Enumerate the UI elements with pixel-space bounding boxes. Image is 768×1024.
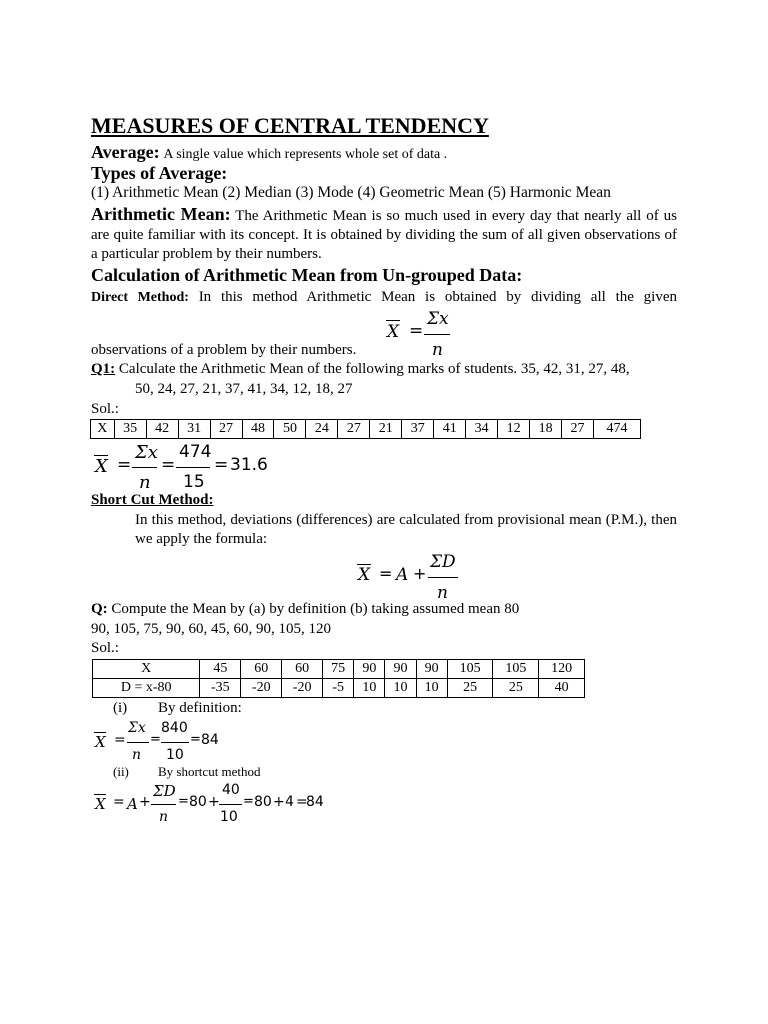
q1-calc-result: 31.6 (230, 455, 268, 475)
q2-table-cell: 90 (385, 660, 416, 679)
q1-calc-eq2: = (161, 455, 176, 475)
q1-table-cell: 31 (178, 420, 210, 439)
calc2-eq1: = (113, 794, 125, 810)
q1-table-row (91, 420, 641, 439)
q1-table-cell: 18 (530, 420, 562, 439)
q2-table-cell: 10 (354, 679, 385, 698)
q1-calc-den2: 15 (183, 472, 205, 492)
arithmetic-mean-heading: Arithmetic Mean: (91, 204, 231, 224)
q2-table-cell: 90 (354, 660, 385, 679)
q1-calc-den1: n (139, 472, 151, 493)
shortcut-fraction-line (428, 577, 458, 578)
shortcut-eq: = (379, 564, 393, 583)
shortcut-numerator: ΣD (430, 552, 456, 572)
q1-calc-num1: Σx (135, 442, 158, 463)
q1-table-cell: 42 (146, 420, 178, 439)
calc1-eq3: = (190, 732, 201, 747)
formula-denominator: n (432, 340, 443, 360)
q2-label: Q: (91, 601, 108, 617)
calc2-v1: 80 (189, 794, 207, 810)
shortcut-lhs: X (358, 565, 371, 585)
calc2-eq3: = (243, 794, 254, 809)
q1-label: Q1: (91, 361, 116, 377)
formula-lhs: X (387, 322, 400, 342)
calc2-eq4: = (296, 794, 308, 810)
calc2-plus1: + (139, 794, 151, 810)
q1-table-cell: 37 (402, 420, 434, 439)
q2-table-cell: -20 (241, 679, 282, 698)
calc2-frac2 (219, 804, 242, 805)
q1-calc-frac1 (132, 467, 157, 468)
part1-label: By definition: (158, 700, 242, 716)
q1-table-cell: 35 (114, 420, 146, 439)
q1-table-cell: 41 (434, 420, 466, 439)
q2-table-cell: -5 (323, 679, 354, 698)
types-heading: Types of Average: (91, 163, 228, 183)
xbar-overline (386, 320, 400, 321)
q2-sol: Sol.: (91, 640, 119, 656)
q1-table-cell: 27 (210, 420, 242, 439)
q2-table-cell: 90 (416, 660, 447, 679)
q1-text: Calculate the Arithmetic Mean of the following marks of students. 35, 42, 31, 27, 48, (118, 361, 630, 377)
calc1-den2: 10 (166, 747, 184, 763)
q2-table-header-cell: D = x-80 (93, 679, 200, 698)
average-text: A single value which represents whole set of data . (163, 147, 448, 162)
ungrouped-heading: Calculation of Arithmetic Mean from Un-grouped Data: (91, 265, 523, 285)
q1-table-header-cell: X (91, 420, 115, 439)
calc1-eq2: = (150, 732, 161, 747)
part1-number: (i) (113, 700, 128, 716)
q2-table-header-cell: X (93, 660, 200, 679)
q1-calc-frac2 (176, 467, 210, 468)
q1-table-cell: 27 (562, 420, 594, 439)
arithmetic-mean-paragraph (91, 205, 677, 264)
q1-table-cell: 27 (338, 420, 370, 439)
q2-table-cell: 105 (447, 660, 493, 679)
page-title: MEASURES OF CENTRAL TENDENCY (91, 113, 489, 138)
q2-table-cell: 45 (200, 660, 241, 679)
part2-label: By shortcut method (158, 764, 261, 779)
q2-table-cell: 75 (323, 660, 354, 679)
shortcut-denominator: n (437, 583, 448, 603)
q1-calc-eq3: = (214, 455, 229, 475)
q2-table-cell: -35 (200, 679, 241, 698)
formula-numerator: Σx (427, 309, 449, 329)
calc2-v2: 80 (254, 794, 272, 810)
shortcut-plus: + (413, 564, 427, 583)
shortcut-text: In this method, deviations (differences) are calculated from provisional mean (P.M.), then we apply the formula: (135, 512, 677, 547)
q2-table-cell: 60 (241, 660, 282, 679)
q1-table-cell: 12 (498, 420, 530, 439)
q1-calc-lhs: X (95, 456, 108, 477)
calc2-den1: n (159, 809, 169, 825)
q2-table-cell: 105 (493, 660, 539, 679)
calc1-eq1: = (114, 732, 126, 748)
q1-table-cell: 50 (274, 420, 306, 439)
calc2-num1: ΣD (153, 782, 176, 800)
shortcut-heading: Short Cut Method: (91, 492, 214, 508)
q1-table-cell: 48 (242, 420, 274, 439)
types-list: (1) Arithmetic Mean (2) Median (3) Mode (4) Geometric Mean (5) Harmonic Mean (91, 184, 611, 201)
q1-table-cell: 24 (306, 420, 338, 439)
q1-calc-num2: 474 (179, 442, 212, 462)
q2-line (91, 601, 519, 618)
calc2-eq2: = (178, 794, 189, 809)
q2-table-cell: 25 (447, 679, 493, 698)
direct-method-text-2: observations of a problem by their numbers. (91, 342, 357, 358)
calc2-num2: 40 (222, 782, 240, 798)
q2-table-cell: -20 (282, 679, 323, 698)
direct-method-text: In this method Arithmetic Mean is obtained by dividing all the given (198, 289, 677, 305)
formula-fraction-line (424, 334, 450, 335)
calc1-result: 84 (201, 732, 219, 748)
q2-table-cell: 10 (385, 679, 416, 698)
q1-table-cell: 21 (370, 420, 402, 439)
average-heading: Average: (91, 142, 160, 162)
q1-line (91, 361, 630, 378)
q2-table-row-d (93, 679, 585, 698)
calc2-plus2: + (208, 794, 220, 810)
q1-table-cell: 474 (594, 420, 641, 439)
q2-table-cell: 25 (493, 679, 539, 698)
calc2-den2: 10 (220, 809, 238, 825)
direct-method-label: Direct Method: (91, 290, 189, 305)
q1-text-2: 50, 24, 27, 21, 37, 41, 34, 12, 18, 27 (135, 381, 353, 397)
average-line (91, 142, 447, 163)
q2-text: Compute the Mean by (a) by definition (b) taking assumed mean 80 (111, 601, 520, 617)
q1-sol: Sol.: (91, 401, 119, 417)
q1-table-cell: 34 (466, 420, 498, 439)
q1-calc-eq1: = (117, 455, 132, 475)
shortcut-a: A (396, 565, 409, 585)
q2-table-row-x (93, 660, 585, 679)
arithmetic-mean-text: The Arithmetic Mean is so much used in every day that nearly all of us are quite familiar with its concept. It is obtained by dividing the sum of all given observations of a particular problem by their numbers. (91, 208, 677, 262)
calc1-frac1 (127, 742, 149, 743)
q2-table-cell: 10 (416, 679, 447, 698)
calc1-num2: 840 (161, 720, 188, 736)
calc2-v3: 4 (285, 794, 294, 810)
q2-values: 90, 105, 75, 90, 60, 45, 60, 90, 105, 120 (91, 621, 331, 637)
calc1-den1: n (132, 747, 142, 763)
calc1-num1: Σx (128, 720, 146, 736)
direct-method-line (91, 288, 677, 307)
q2-table-cell: 120 (539, 660, 585, 679)
calc1-frac2 (161, 742, 189, 743)
calc2-result: 84 (306, 794, 324, 810)
formula-eq: = (409, 321, 424, 341)
q1-table (90, 419, 641, 439)
q2-table-cell: 40 (539, 679, 585, 698)
calc2-lhs: X (95, 795, 106, 813)
part2-number: (ii) (113, 764, 129, 779)
q2-table (92, 659, 585, 698)
q2-table-cell: 60 (282, 660, 323, 679)
calc2-frac1 (151, 804, 176, 805)
calc2-plus3: + (273, 794, 285, 810)
calc2-a: A (127, 795, 138, 813)
calc1-lhs: X (95, 733, 106, 751)
